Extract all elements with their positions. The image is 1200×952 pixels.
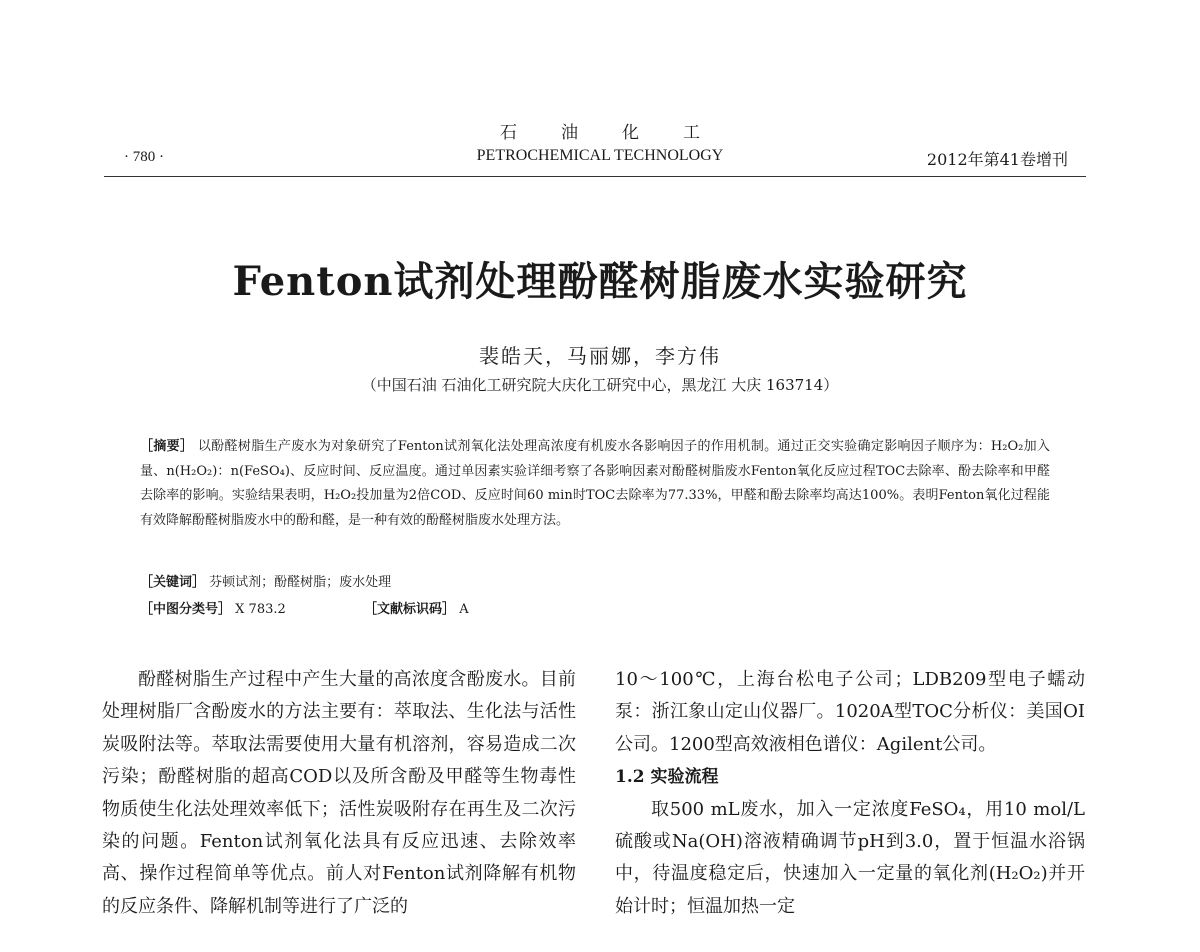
body-left-column [102, 664, 576, 923]
keywords-text: 芬顿试剂；酚醛树脂；废水处理 [209, 575, 392, 590]
affiliation: （中国石油 石油化工研究院大庆化工研究中心，黑龙江 大庆 163714） [361, 376, 839, 394]
issue-info: 2012年第41卷增刊 [926, 150, 1068, 169]
journal-char: 石 [500, 123, 517, 143]
equipment-paragraph: 10～100℃，上海台松电子公司；LDB209型电子蠕动泵：浙江象山定山仪器厂。1020A型TOC分析仪：美国OI公司。1200型高效液相色谱仪：Agilent公司。 [615, 669, 1085, 755]
body-right-column [615, 664, 1085, 923]
page-number: · 780 · [124, 149, 164, 165]
abstract [140, 435, 1050, 533]
keywords [140, 571, 391, 590]
section-heading: 1.2 实验流程 [615, 767, 719, 788]
clc-value: X 783.2 [235, 602, 286, 617]
authors: 裴皓天，马丽娜，李方伟 [479, 344, 721, 368]
intro-paragraph: 酚醛树脂生产过程中产生大量的高浓度含酚废水。目前处理树脂厂含酚废水的方法主要有：萃取法、生化法与活性炭吸附法等。萃取法需要使用大量有机溶剂，容易造成二次污染；酚醛树脂的超高COD以及所含酚及甲醛等生物毒性物质使生化法处理效率低下；活性炭吸附存在再生及二次污染的问题。Fenton试剂氧化法具有反应迅速、去除效率高、操作过程简单等优点。前人对Fenton试剂降解有机物的反应条件、降解机制等进行了广泛的 [102, 669, 576, 917]
journal-char: 工 [683, 123, 700, 143]
header-rule [104, 176, 1086, 177]
doc-code-value: A [459, 602, 469, 617]
journal-title-en: PETROCHEMICAL TECHNOLOGY [476, 147, 724, 164]
classification [140, 598, 469, 617]
abstract-text: 以酚醛树脂生产废水为对象研究了Fenton试剂氧化法处理高浓度有机废水各影响因子的作用机制。通过正交实验确定影响因子顺序为：H₂O₂加入量、n(H₂O₂)：n(FeSO₄)、反应时间、反应温度。通过单因素实验详细考察了各影响因素对酚醛树脂废水Fenton氧化反应过程TOC去除率、酚去除率和甲醛去除率的影响。实验结果表明，H₂O₂投加量为2倍COD、反应时间60 min时TOC去除率为77.33%，甲醛和酚去除率均高达100%。表明Fenton氧化过程能有效降解酚醛树脂废水中的酚和醛，是一种有效的酚醛树脂废水处理方法。 [140, 439, 1050, 528]
journal-char: 油 [561, 123, 578, 143]
doc-code-label: ［文献标识码］ [364, 602, 456, 617]
abstract-label: ［摘要］ [140, 439, 194, 454]
journal-char: 化 [622, 123, 639, 143]
procedure-paragraph: 取500 mL废水，加入一定浓度FeSO₄，用10 mol/L硫酸或Na(OH)溶液精确调节pH到3.0，置于恒温水浴锅中，待温度稳定后，快速加入一定量的氧化剂(H₂O₂)并开始计时；恒温加热一定 [615, 798, 1085, 917]
journal-title-cn [0, 118, 1200, 143]
article-title: Fenton试剂处理酚醛树脂废水实验研究 [232, 258, 968, 305]
keywords-label: ［关键词］ [140, 575, 206, 590]
clc-label: ［中图分类号］ [140, 602, 232, 617]
